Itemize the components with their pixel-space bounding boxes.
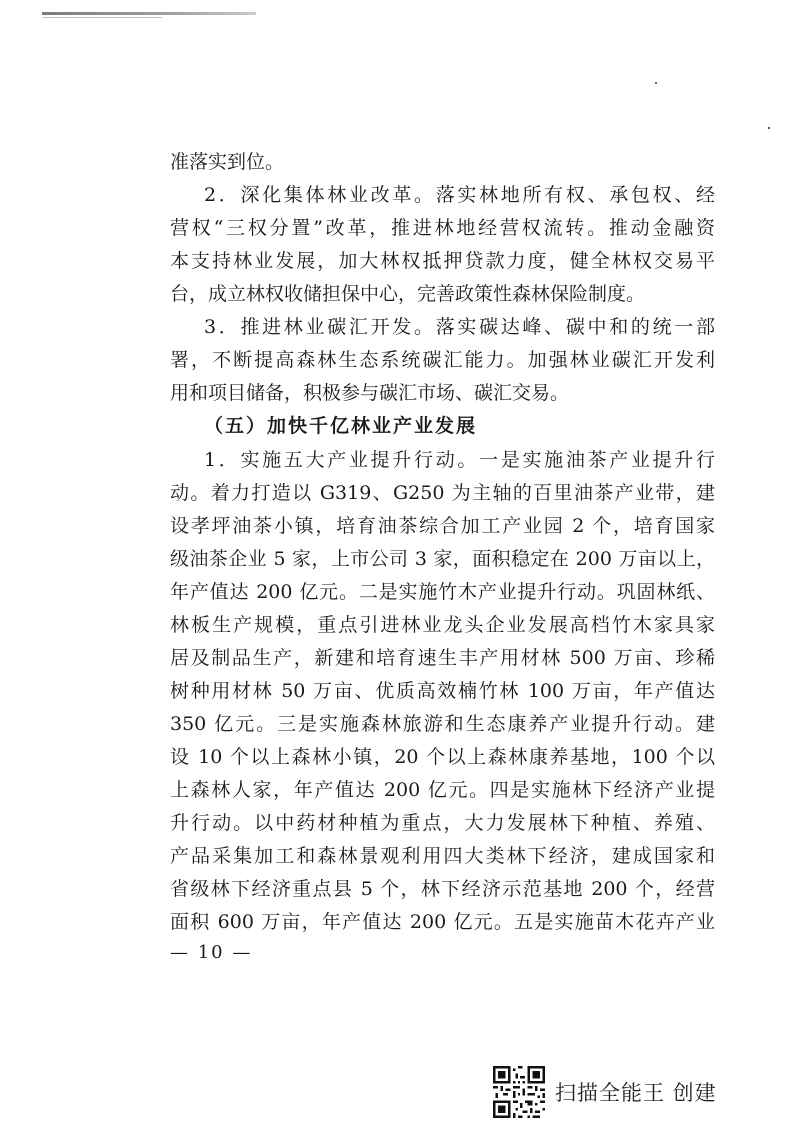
text-line: 动。着力打造以 G319、G250 为主轴的百里油茶产业带，建 [170, 482, 715, 504]
scan-speck [768, 127, 770, 129]
text-line: 年产值达 200 亿元。二是实施竹木产业提升行动。巩固林纸、 [170, 581, 715, 603]
text-line: 本支持林业发展，加大林权抵押贷款力度，健全林权交易平 [170, 250, 715, 272]
watermark-label: 扫描全能王 创建 [555, 1081, 717, 1105]
qr-code-icon [493, 1066, 545, 1118]
text-line: 署，不断提高森林生态系统碳汇能力。加强林业碳汇开发利 [170, 349, 715, 371]
text-line: 1．实施五大产业提升行动。一是实施油茶产业提升行 [204, 449, 715, 471]
text-line: 省级林下经济重点县 5 个，林下经济示范基地 200 个，经营 [170, 878, 715, 900]
text-line: 级油茶企业 5 家，上市公司 3 家，面积稳定在 200 万亩以上， [170, 548, 715, 570]
text-line: 产品采集加工和森林景观利用四大类林下经济，建成国家和 [170, 845, 715, 867]
page-number: — 10 — [170, 942, 253, 963]
scan-edge-mark [42, 17, 162, 18]
text-line: 林板生产规模，重点引进林业龙头企业发展高档竹木家具家 [170, 614, 715, 636]
text-line: 用和项目储备，积极参与碳汇市场、碳汇交易。 [170, 382, 570, 404]
text-line: 上森林人家，年产值达 200 亿元。四是实施林下经济产业提 [170, 779, 715, 801]
text-line: 营权“三权分置”改革，推进林地经营权流转。推动金融资 [170, 217, 715, 239]
scan-speck [655, 82, 657, 84]
text-line: 设 10 个以上森林小镇，20 个以上森林康养基地，100 个以 [170, 746, 715, 768]
text-line: 升行动。以中药材种植为重点，大力发展林下种植、养殖、 [170, 812, 715, 834]
text-line: 居及制品生产，新建和培育速生丰产用材林 500 万亩、珍稀 [170, 647, 715, 669]
section-heading: （五）加快千亿林业产业发展 [204, 415, 478, 437]
scan-edge-mark [42, 12, 256, 15]
scanner-watermark [493, 1062, 717, 1122]
text-line: 面积 600 万亩，年产值达 200 亿元。五是实施苗木花卉产业 [170, 911, 715, 933]
text-line: 设孝坪油茶小镇，培育油茶综合加工产业园 2 个，培育国家 [170, 515, 715, 537]
text-line: 台，成立林权收储担保中心，完善政策性森林保险制度。 [170, 283, 646, 305]
text-line: 350 亿元。三是实施森林旅游和生态康养产业提升行动。建 [170, 713, 715, 735]
text-line: 树种用材林 50 万亩、优质高效楠竹林 100 万亩，年产值达 [170, 680, 715, 702]
text-line: 准落实到位。 [170, 151, 285, 173]
text-line: 3．推进林业碳汇开发。落实碳达峰、碳中和的统一部 [204, 316, 715, 338]
text-line: 2．深化集体林业改革。落实林地所有权、承包权、经 [204, 184, 715, 206]
